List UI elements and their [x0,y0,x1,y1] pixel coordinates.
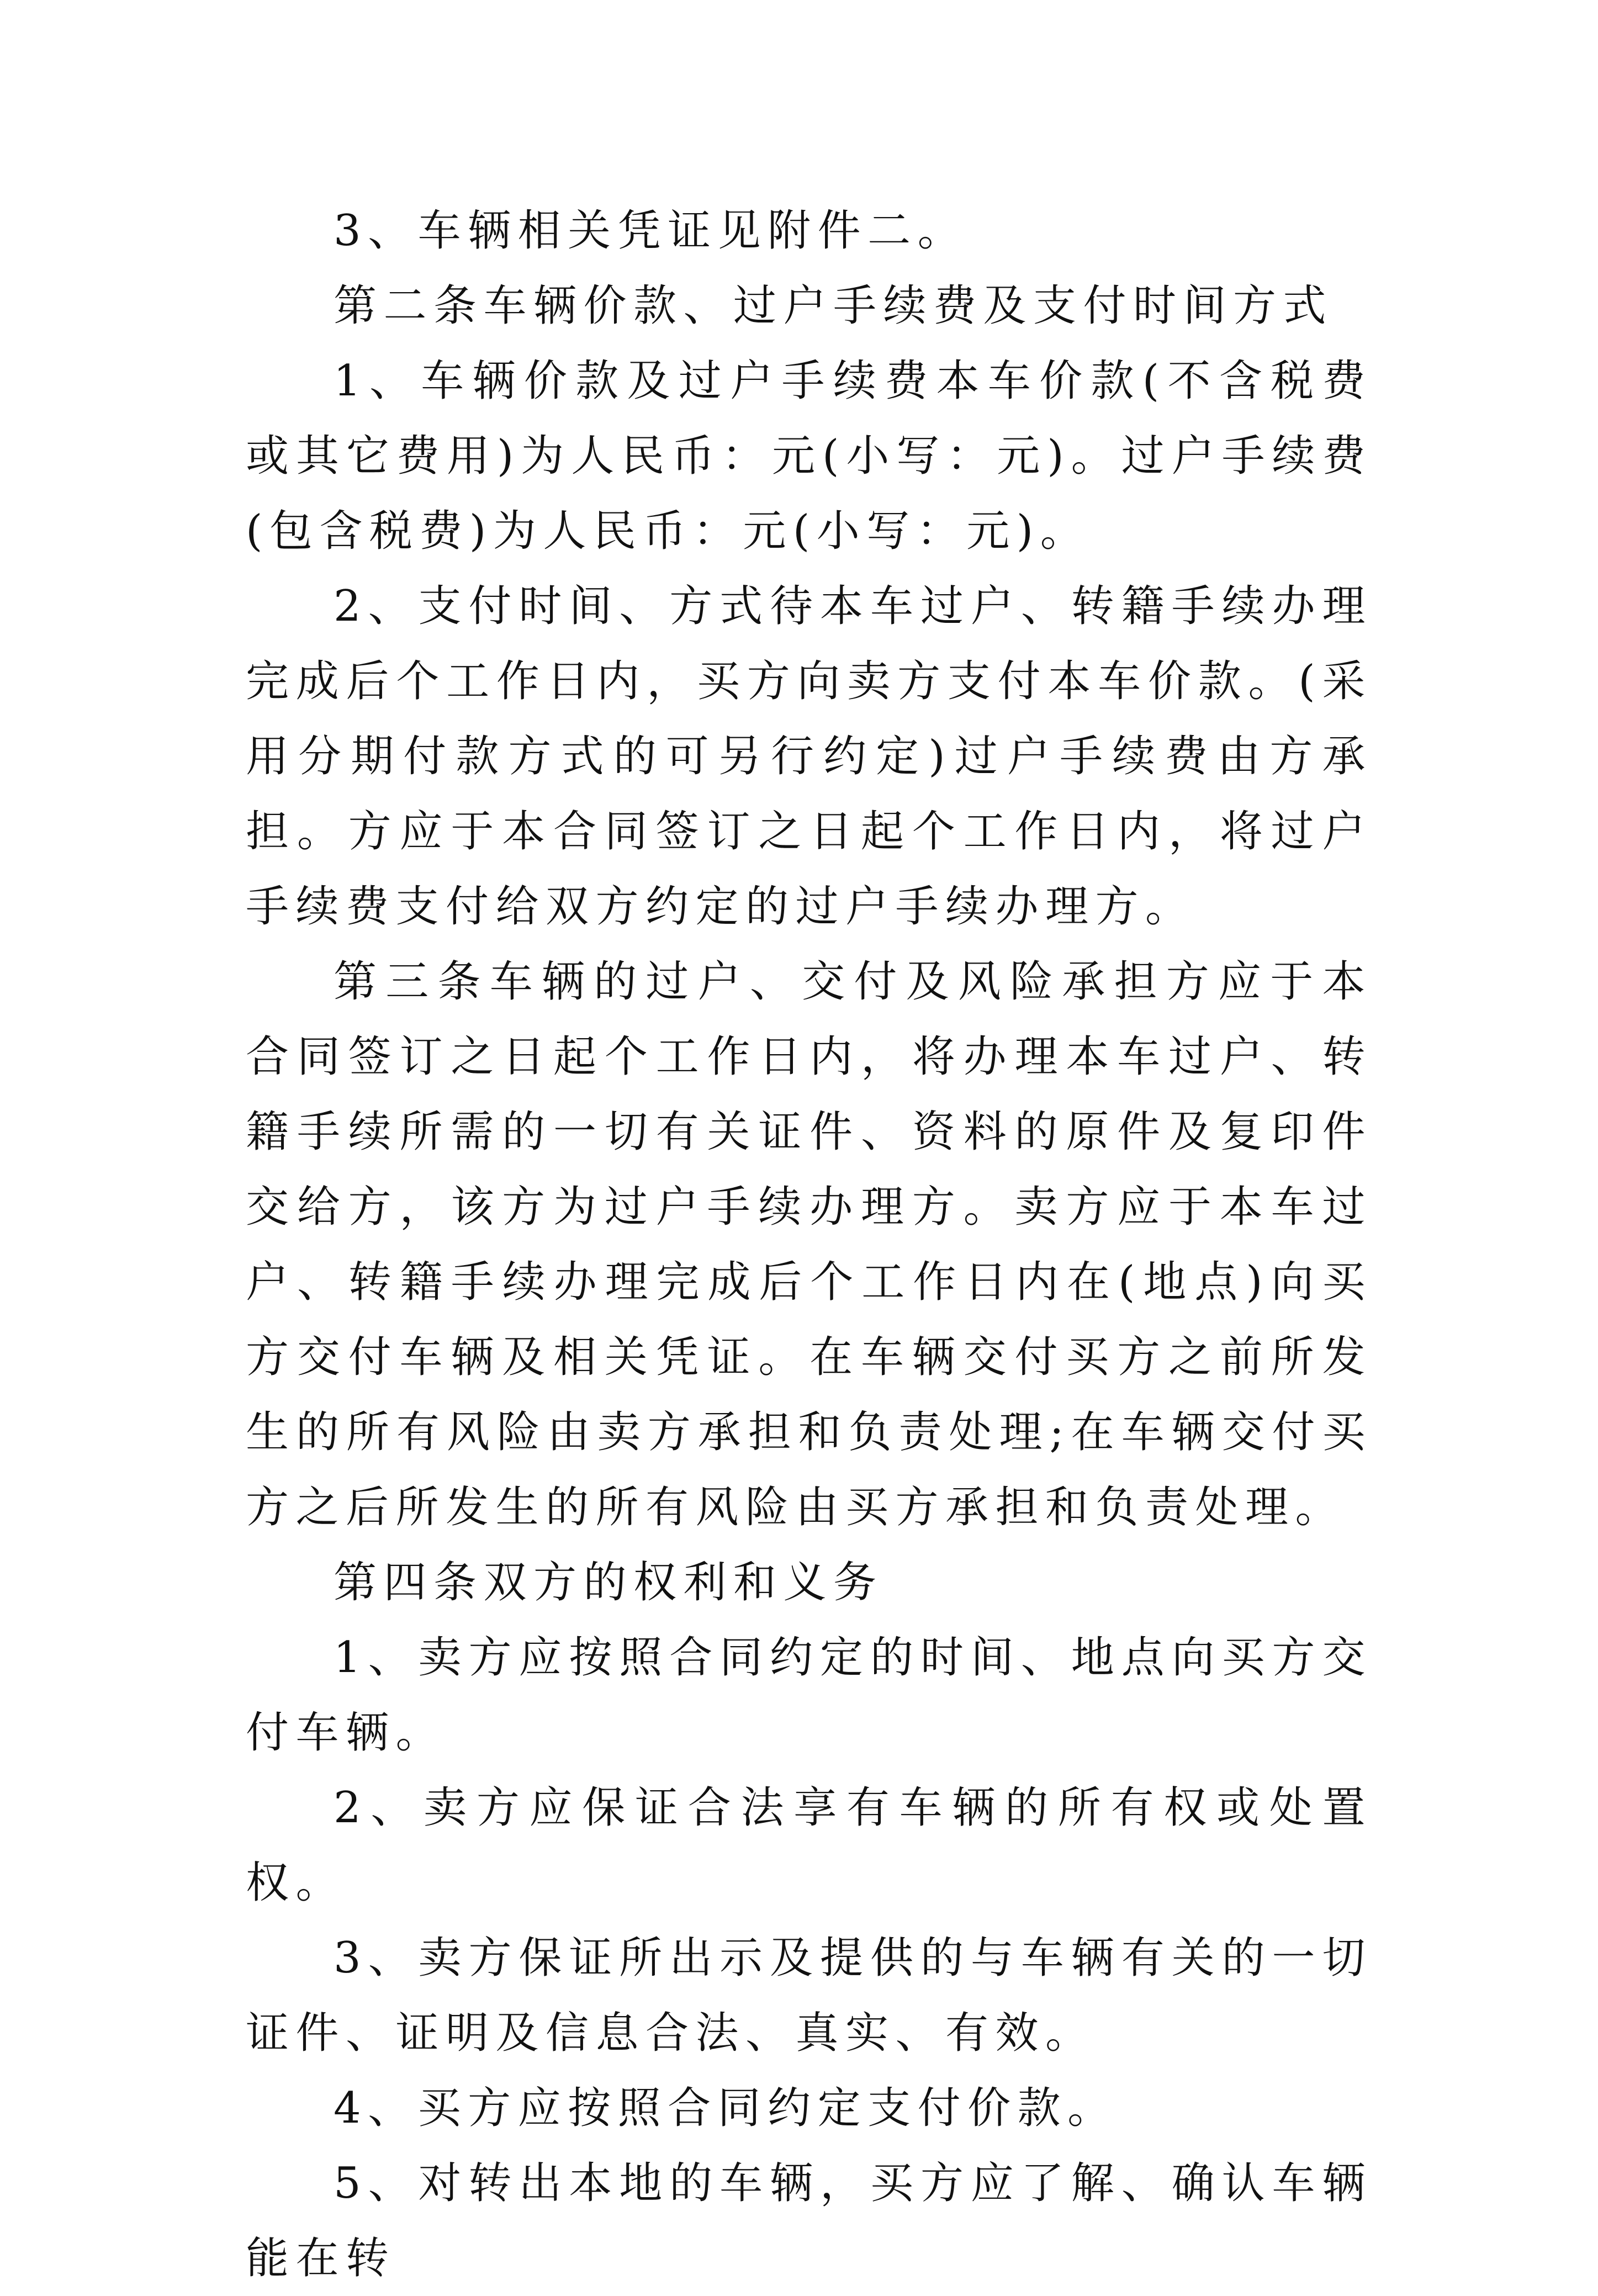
paragraph-price-and-fees: 1、车辆价款及过户手续费本车价款(不含税费或其它费用)为人民币：元(小写：元)。过户手续费(包含税费)为人民币：元(小写：元)。 [246,356,1372,556]
paragraph-attachment-note: 3、车辆相关凭证见附件二。 [334,206,968,256]
document-body [246,193,1372,2296]
paragraph-seller-documents: 3、卖方保证所出示及提供的与车辆有关的一切证件、证明及信息合法、真实、有效。 [246,1933,1372,2058]
paragraph-article-4-heading: 第四条双方的权利和义务 [334,1558,883,1607]
paragraph-payment-time: 2、支付时间、方式待本车过户、转籍手续办理完成后个工作日内，买方向卖方支付本车价款。(采用分期付款方式的可另行约定)过户手续费由方承担。方应于本合同签订之日起个工作日内，将过户手续费支付给双方约定的过户手续办理方。 [246,581,1372,932]
paragraph-seller-ownership: 2、卖方应保证合法享有车辆的所有权或处置权。 [246,1783,1372,1908]
paragraph-vehicle-transfer-out: 5、对转出本地的车辆，买方应了解、确认车辆能在转 [246,2159,1372,2283]
paragraph-seller-delivery: 1、卖方应按照合同约定的时间、地点向买方交付车辆。 [246,1633,1372,1758]
paragraph-article-2-heading: 第二条车辆价款、过户手续费及支付时间方式 [334,281,1334,331]
paragraph-buyer-payment: 4、买方应按照合同约定支付价款。 [334,2083,1118,2133]
paragraph-article-3-transfer: 第三条车辆的过户、交付及风险承担方应于本合同签订之日起个工作日内，将办理本车过户、转籍手续所需的一切有关证件、资料的原件及复印件交给方，该方为过户手续办理方。卖方应于本车过户、转籍手续办理完成后个工作日内在(地点)向买方交付车辆及相关凭证。在车辆交付买方之前所发生的所有风险由卖方承担和负责处理;在车辆交付买方之后所发生的所有风险由买方承担和负责处理。 [246,957,1372,1532]
